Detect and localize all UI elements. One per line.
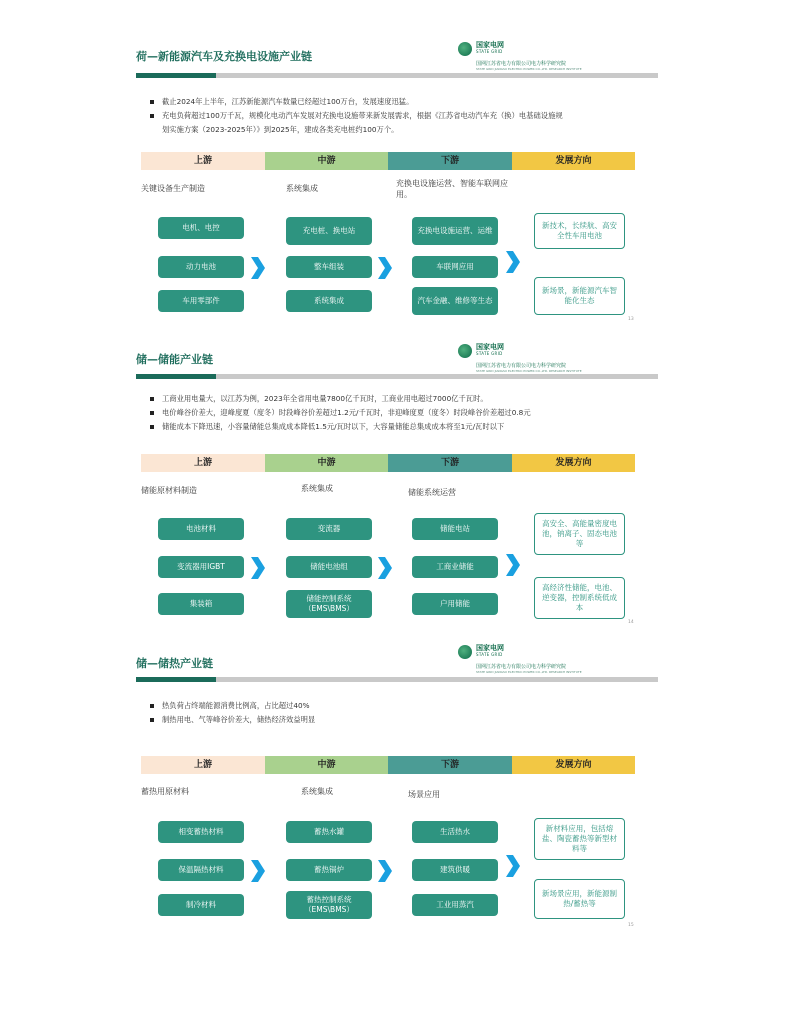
header-direction: 发展方向 [512,756,635,774]
downstream-item: 汽车金融、维修等生态 [412,287,498,315]
midstream-item: 蓄热锅炉 [286,859,372,881]
logo-name-en: STATE GRID [476,351,503,356]
chevron-right-icon [251,257,265,279]
chevron-right-icon [378,860,392,882]
midstream-item: 整车组装 [286,256,372,278]
bullet-item: 工商业用电量大，以江苏为例，2023年全省用电量7800亿千瓦时，工商业用电超过7000亿千瓦时。 [148,392,658,406]
bullet-list [148,95,658,137]
slide-energy-storage [136,340,658,630]
logo-name-en: STATE GRID [476,49,503,54]
header-downstream: 下游 [388,454,512,472]
upstream-item: 制冷材料 [158,894,244,916]
direction-item: 高安全、高能量密度电池，钠离子、固态电池等 [534,513,625,555]
slide-title: 储—储热产业链 [136,657,213,670]
upstream-item: 集装箱 [158,593,244,615]
upstream-label: 关键设备生产制造 [141,184,205,193]
upstream-item: 相变蓄热材料 [158,821,244,843]
bullet-item: 电价峰谷价差大，迎峰度夏（度冬）时段峰谷价差超过1.2元/千瓦时，非迎峰度夏（度冬）时段峰谷价差超过0.8元 [148,406,658,420]
midstream-item: 蓄热控制系统（EMS\BMS） [286,891,372,919]
direction-item: 新场景，新能源汽车智能化生态 [534,277,625,315]
upstream-item: 电池材料 [158,518,244,540]
slide-ev-charging [136,40,658,330]
upstream-label: 储能原材料制造 [141,486,197,495]
logo-name: 国家电网 [476,343,504,351]
downstream-item: 生活热水 [412,821,498,843]
midstream-item: 充电桩、换电站 [286,217,372,245]
logo-org-en: STATE GRID JIANGSU ELECTRIC POWER CO.,LTD. RESEARCH INSTITUTE [476,670,582,674]
header-downstream: 下游 [388,152,512,170]
logo-org: 国网江苏省电力有限公司电力科学研究院 [476,664,567,670]
header-midstream: 中游 [265,756,388,774]
midstream-item: 蓄热水罐 [286,821,372,843]
page-number: 15 [628,923,634,928]
logo-org: 国网江苏省电力有限公司电力科学研究院 [476,363,567,369]
bullet-item: 热负荷占终端能源消费比例高，占比超过40% [148,699,658,713]
upstream-item: 保温隔热材料 [158,859,244,881]
midstream-item: 储能电池组 [286,556,372,578]
downstream-item: 储能电站 [412,518,498,540]
chevron-right-icon [506,251,520,273]
bullet-item: 制热用电、气等峰谷价差大，储热经济效益明显 [148,713,658,727]
title-rule [136,73,658,78]
downstream-label: 场景应用 [408,790,440,799]
upstream-item: 车用零部件 [158,290,244,312]
bullet-item: 储能成本下降迅速，小容量储能总集成成本降低1.5元/瓦时以下，大容量储能总集成成本将至1元/瓦时以下 [148,420,658,434]
state-grid-emblem-icon [458,645,472,659]
direction-item: 新材料应用，包括熔盐、陶瓷蓄热等新型材料等 [534,818,625,860]
logo-name-en: STATE GRID [476,652,503,657]
chevron-right-icon [378,257,392,279]
bullet-item: 充电负荷超过100万千瓦，规模化电动汽车发展对充换电设施带来新发展需求，根据《江苏省电动汽车充（换）电基础设施规 划实施方案（2023-2025年）》到2025年，建成各类充电桩约100万个。 [148,109,658,137]
direction-item: 新技术，长续航、高安全性车用电池 [534,213,625,249]
logo-org: 国网江苏省电力有限公司电力科学研究院 [476,61,567,67]
state-grid-emblem-icon [458,42,472,56]
logo-org-en: STATE GRID JIANGSU ELECTRIC POWER CO.,LTD. RESEARCH INSTITUTE [476,67,582,71]
bullet-list [148,392,658,434]
chevron-right-icon [251,557,265,579]
slide-thermal-storage [136,643,658,933]
header-midstream: 中游 [265,454,388,472]
direction-item: 高经济性储能，电池、逆变器，控制系统低成本 [534,577,625,619]
bullet-list [148,699,658,727]
logo-name: 国家电网 [476,41,504,49]
midstream-label: 系统集成 [301,484,333,493]
downstream-item: 充换电设施运营、运维 [412,217,498,245]
header-upstream: 上游 [141,756,265,774]
slide-title: 储—储能产业链 [136,353,213,366]
downstream-item: 车联网应用 [412,256,498,278]
upstream-item: 电机、电控 [158,217,244,239]
midstream-label: 系统集成 [301,787,333,796]
downstream-item: 工商业储能 [412,556,498,578]
page-number: 13 [628,317,634,322]
direction-item: 新场景应用，新能源制热/蓄热等 [534,879,625,919]
header-downstream: 下游 [388,756,512,774]
downstream-item: 户用储能 [412,593,498,615]
midstream-item: 储能控制系统（EMS\BMS） [286,590,372,618]
chevron-right-icon [506,855,520,877]
downstream-item: 建筑供暖 [412,859,498,881]
upstream-label: 蓄热用原材料 [141,787,189,796]
state-grid-emblem-icon [458,344,472,358]
chevron-right-icon [378,557,392,579]
header-direction: 发展方向 [512,152,635,170]
downstream-label: 充换电设施运营、智能车联网应用。 [396,179,508,199]
logo-name: 国家电网 [476,644,504,652]
midstream-label: 系统集成 [286,184,318,193]
upstream-item: 变流器用IGBT [158,556,244,578]
chevron-right-icon [251,860,265,882]
upstream-item: 动力电池 [158,256,244,278]
bullet-item: 截止2024年上半年，江苏新能源汽车数量已经超过100万台，发展速度迅猛。 [148,95,658,109]
title-rule [136,374,658,379]
header-upstream: 上游 [141,152,265,170]
downstream-label: 储能系统运营 [408,488,456,497]
midstream-item: 变流器 [286,518,372,540]
slide-title: 荷—新能源汽车及充换电设施产业链 [136,50,312,63]
header-upstream: 上游 [141,454,265,472]
page-number: 14 [628,620,634,625]
downstream-item: 工业用蒸汽 [412,894,498,916]
logo-org-en: STATE GRID JIANGSU ELECTRIC POWER CO.,LTD. RESEARCH INSTITUTE [476,369,582,373]
header-midstream: 中游 [265,152,388,170]
midstream-item: 系统集成 [286,290,372,312]
chevron-right-icon [506,554,520,576]
header-direction: 发展方向 [512,454,635,472]
title-rule [136,677,658,682]
